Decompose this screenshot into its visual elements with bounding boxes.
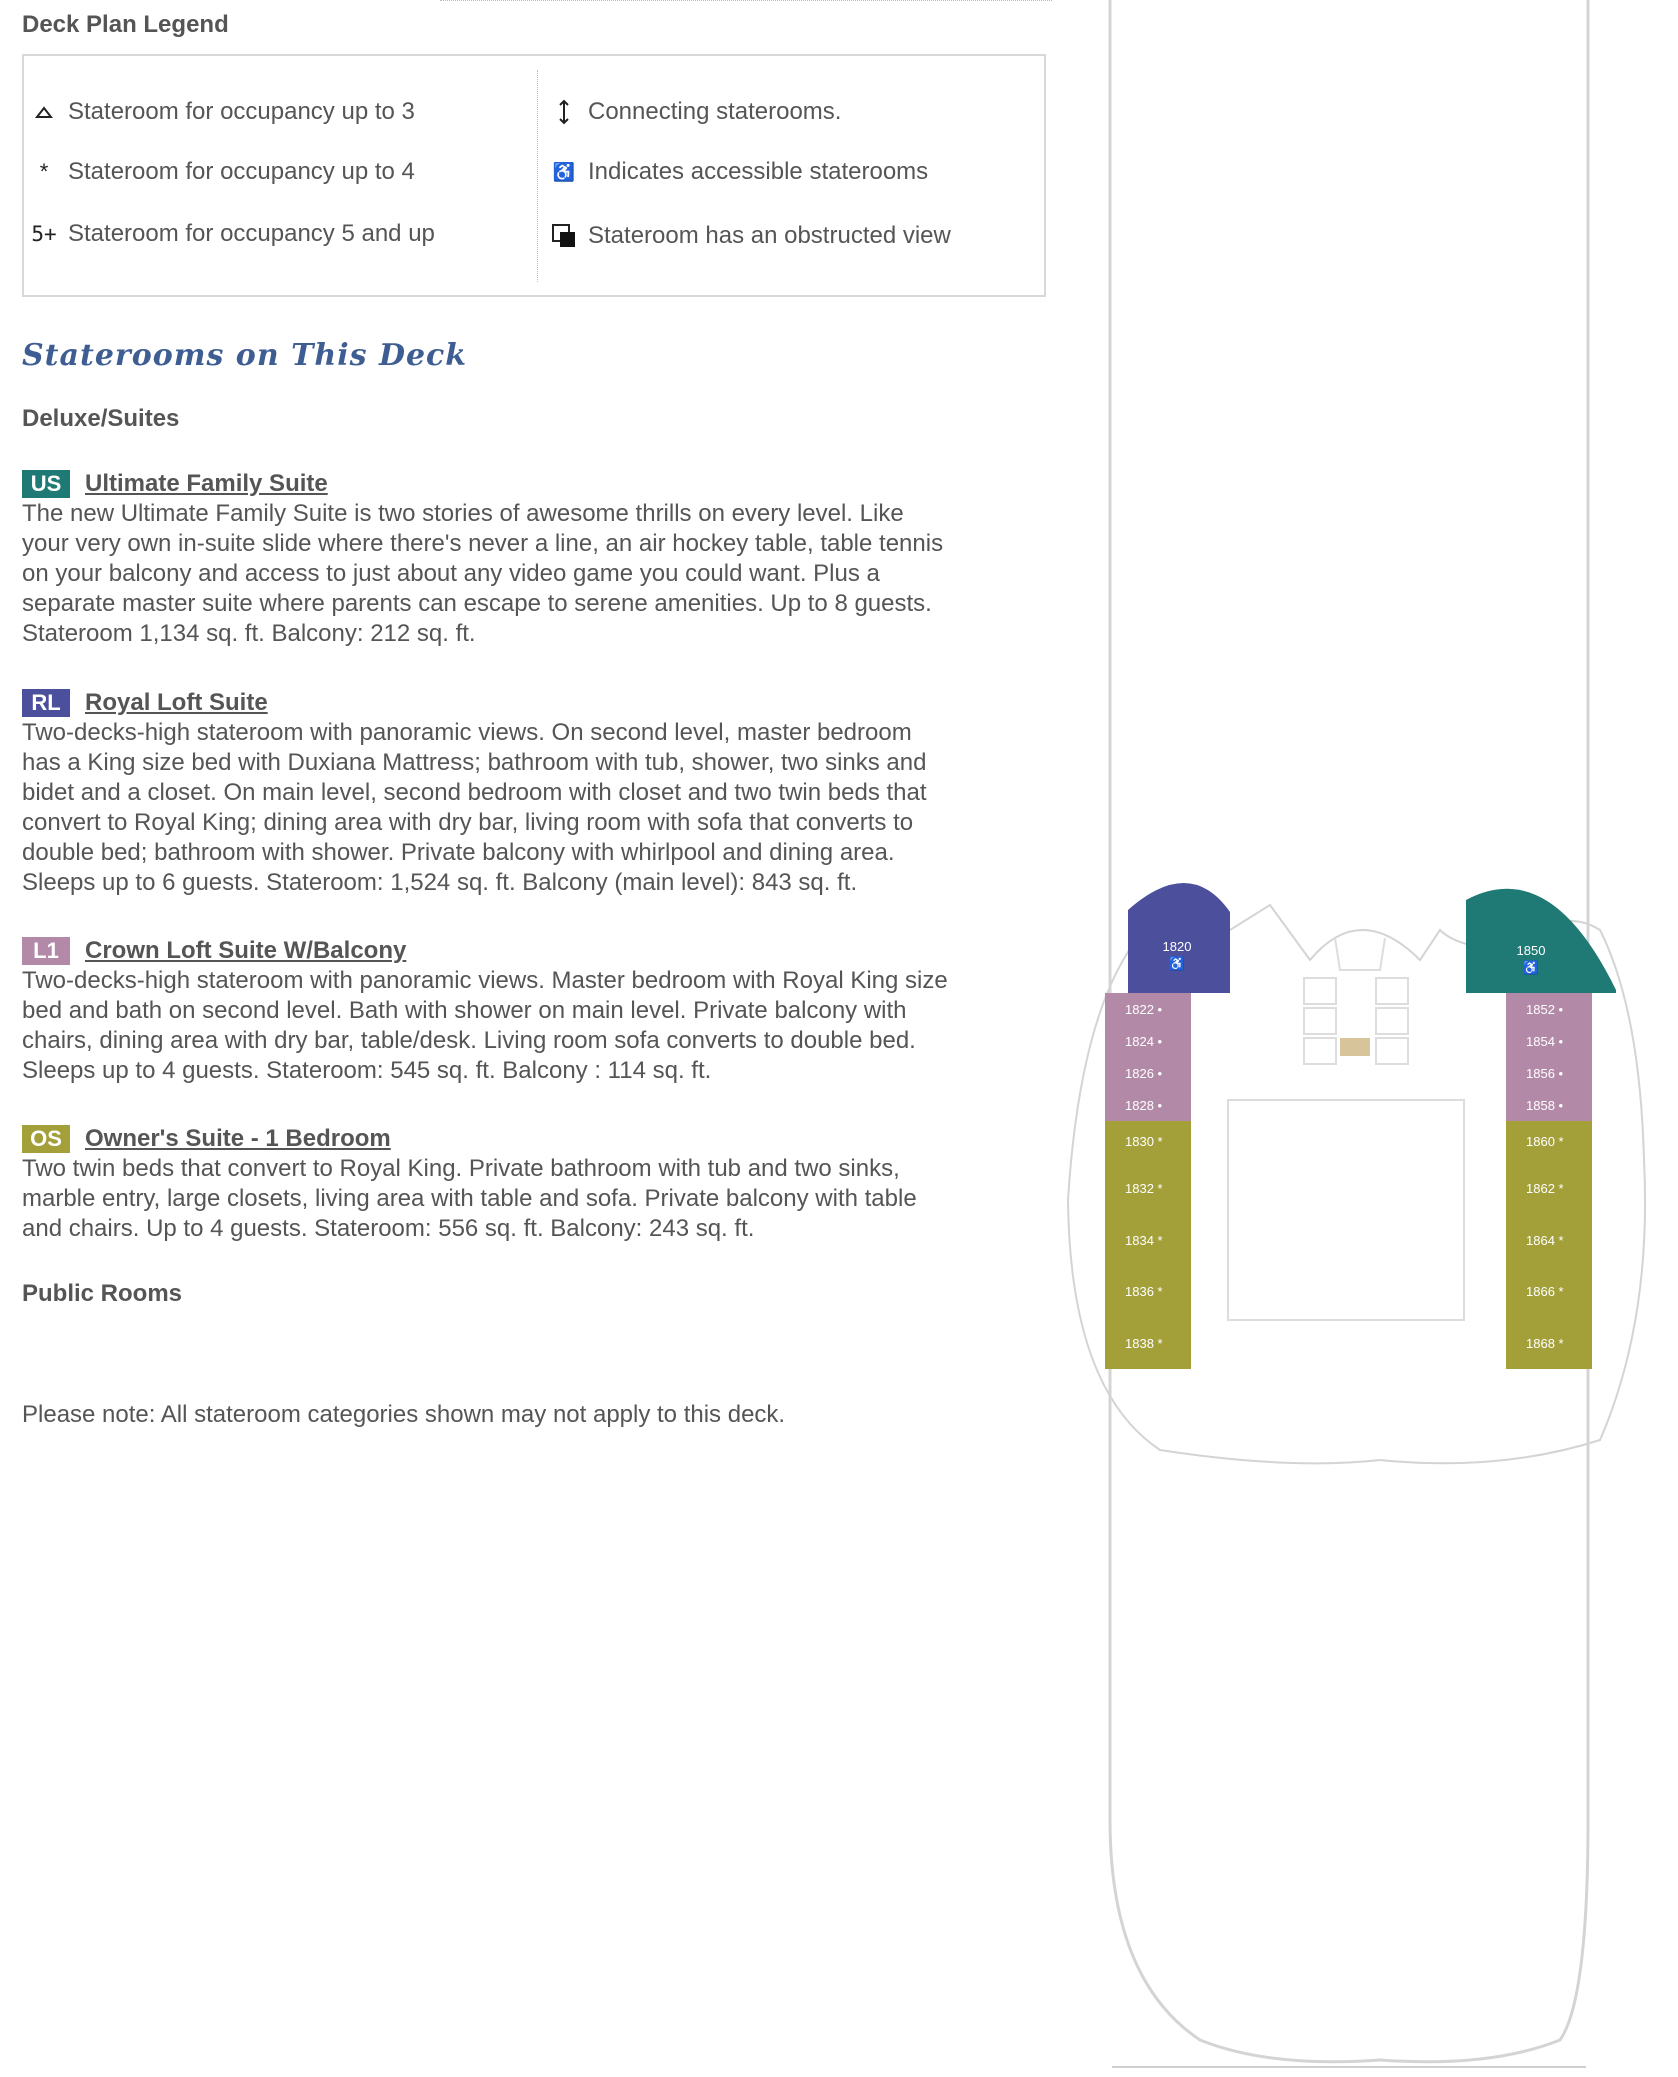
triangle-icon — [24, 105, 64, 119]
room-label-1820: 1820 — [1162, 939, 1192, 954]
room-label-1858: 1858 • — [1526, 1098, 1564, 1113]
legend-label: Indicates accessible staterooms — [588, 158, 929, 185]
legend-item-occupancy-4 — [24, 158, 415, 186]
wheelchair-icon: ♿ — [1168, 956, 1186, 971]
asterisk-icon: * — [39, 159, 49, 184]
deck-plan — [1040, 0, 1670, 2072]
category-badge-rl: RL — [22, 689, 70, 717]
right-stateroom-column — [1506, 993, 1592, 1369]
suite-royal-loft — [22, 688, 982, 898]
suite-description: The new Ultimate Family Suite is two stories of awesome thrills on every level. Like your very own in-suite slide where there's never a line, an air hockey table, table tennis on your balcony and access to just about any video game you could want. Plus a separate master suite where parents can escape to serene amenities. Up to 8 guests. Stateroom 1,134 sq. ft. Balcony: 212 sq. ft. — [22, 500, 944, 647]
room-label-1834: 1834 * — [1125, 1233, 1163, 1248]
suite-link-ultimate-family[interactable]: Ultimate Family Suite — [85, 470, 328, 497]
suite-link-owners[interactable]: Owner's Suite - 1 Bedroom — [85, 1125, 391, 1152]
legend-label: Stateroom for occupancy up to 4 — [68, 158, 415, 185]
legend-item-connecting — [544, 98, 841, 126]
room-label-1850: 1850 — [1516, 943, 1546, 958]
room-label-1822: 1822 • — [1125, 1002, 1163, 1017]
legend-item-obstructed — [544, 222, 951, 250]
suite-crown-loft — [22, 936, 982, 1086]
suite-description: Two-decks-high stateroom with panoramic views. On second level, master bedroom has a King size bed with Duxiana Mattress; bathroom with tub, shower, two sinks and bidet and a closet. On main level, second bedroom with closet and two twin beds that convert to Royal King; dining area with dry bar, living room with sofa that converts to double bed; bathroom with shower. Private balcony with whirlpool and dining area. Sleeps up to 6 guests. Stateroom: 1,524 sq. ft. Balcony (main level): 843 sq. ft. — [22, 719, 927, 896]
staterooms-title: Staterooms on This Deck — [22, 338, 468, 373]
legend-item-occupancy-3 — [24, 98, 415, 126]
suite-description: Two-decks-high stateroom with panoramic views. Master bedroom with Royal King size bed and bath on second level. Bath with shower on main level. Private balcony with chairs, dining area with dry bar, table/desk. Living room sofa converts to double bed. Sleeps up to 4 guests. Stateroom: 545 sq. ft. Balcony : 114 sq. ft. — [22, 967, 948, 1084]
room-label-1862: 1862 * — [1526, 1181, 1564, 1196]
legend-box — [22, 54, 1046, 297]
legend-label: Connecting staterooms. — [588, 98, 842, 125]
top-divider — [440, 0, 1052, 1]
legend-item-accessible — [544, 158, 928, 186]
categories-note: Please note: All stateroom categories shown may not apply to this deck. — [22, 1401, 786, 1428]
legend-item-occupancy-5-up — [24, 220, 435, 248]
room-label-1836: 1836 * — [1125, 1284, 1163, 1299]
room-label-1860: 1860 * — [1526, 1134, 1564, 1149]
legend-label: Stateroom for occupancy 5 and up — [68, 220, 435, 247]
room-label-1856: 1856 • — [1526, 1066, 1564, 1081]
obstructed-view-icon — [544, 223, 584, 249]
stateroom-1850 — [1466, 889, 1616, 993]
suite-owners — [22, 1124, 982, 1244]
left-stateroom-column — [1105, 993, 1191, 1369]
wheelchair-icon: ♿ — [552, 161, 576, 182]
category-badge-us: US — [22, 470, 70, 498]
room-label-1830: 1830 * — [1125, 1134, 1163, 1149]
room-label-1866: 1866 * — [1526, 1284, 1564, 1299]
suite-link-royal-loft[interactable]: Royal Loft Suite — [85, 689, 268, 716]
room-label-1864: 1864 * — [1526, 1233, 1564, 1248]
category-badge-os: OS — [22, 1125, 70, 1153]
connecting-arrow-icon — [544, 99, 584, 125]
deck-plan-map — [1040, 0, 1670, 2072]
room-label-1838: 1838 * — [1125, 1336, 1163, 1351]
room-label-1852: 1852 • — [1526, 1002, 1564, 1017]
suite-ultimate-family — [22, 469, 982, 649]
suite-link-crown-loft[interactable]: Crown Loft Suite W/Balcony — [85, 937, 407, 964]
elevator-highlight — [1340, 1038, 1370, 1056]
legend-label: Stateroom for occupancy up to 3 — [68, 98, 415, 125]
public-rooms-heading: Public Rooms — [22, 1280, 183, 1307]
central-room — [1228, 1100, 1464, 1320]
room-label-1854: 1854 • — [1526, 1034, 1564, 1049]
room-label-1832: 1832 * — [1125, 1181, 1163, 1196]
wheelchair-icon: ♿ — [1522, 960, 1540, 975]
room-label-1868: 1868 * — [1526, 1336, 1564, 1351]
room-label-1824: 1824 • — [1125, 1034, 1163, 1049]
legend-title: Deck Plan Legend — [22, 11, 229, 38]
stateroom-1820 — [1128, 883, 1230, 993]
suite-description: Two twin beds that convert to Royal King. Private bathroom with tub and two sinks, marble entry, large closets, living area with table and sofa. Private balcony with table and chairs. Up to 4 guests. Stateroom: 556 sq. ft. Balcony: 243 sq. ft. — [22, 1155, 917, 1242]
legend-divider — [537, 70, 538, 282]
legend-label: Stateroom has an obstructed view — [588, 222, 951, 249]
room-label-1828: 1828 • — [1125, 1098, 1163, 1113]
deluxe-suites-heading: Deluxe/Suites — [22, 405, 180, 432]
room-label-1826: 1826 • — [1125, 1066, 1163, 1081]
category-badge-l1: L1 — [22, 937, 70, 965]
five-plus-icon: 5+ — [31, 222, 57, 246]
footer-rule — [1112, 2066, 1586, 2068]
